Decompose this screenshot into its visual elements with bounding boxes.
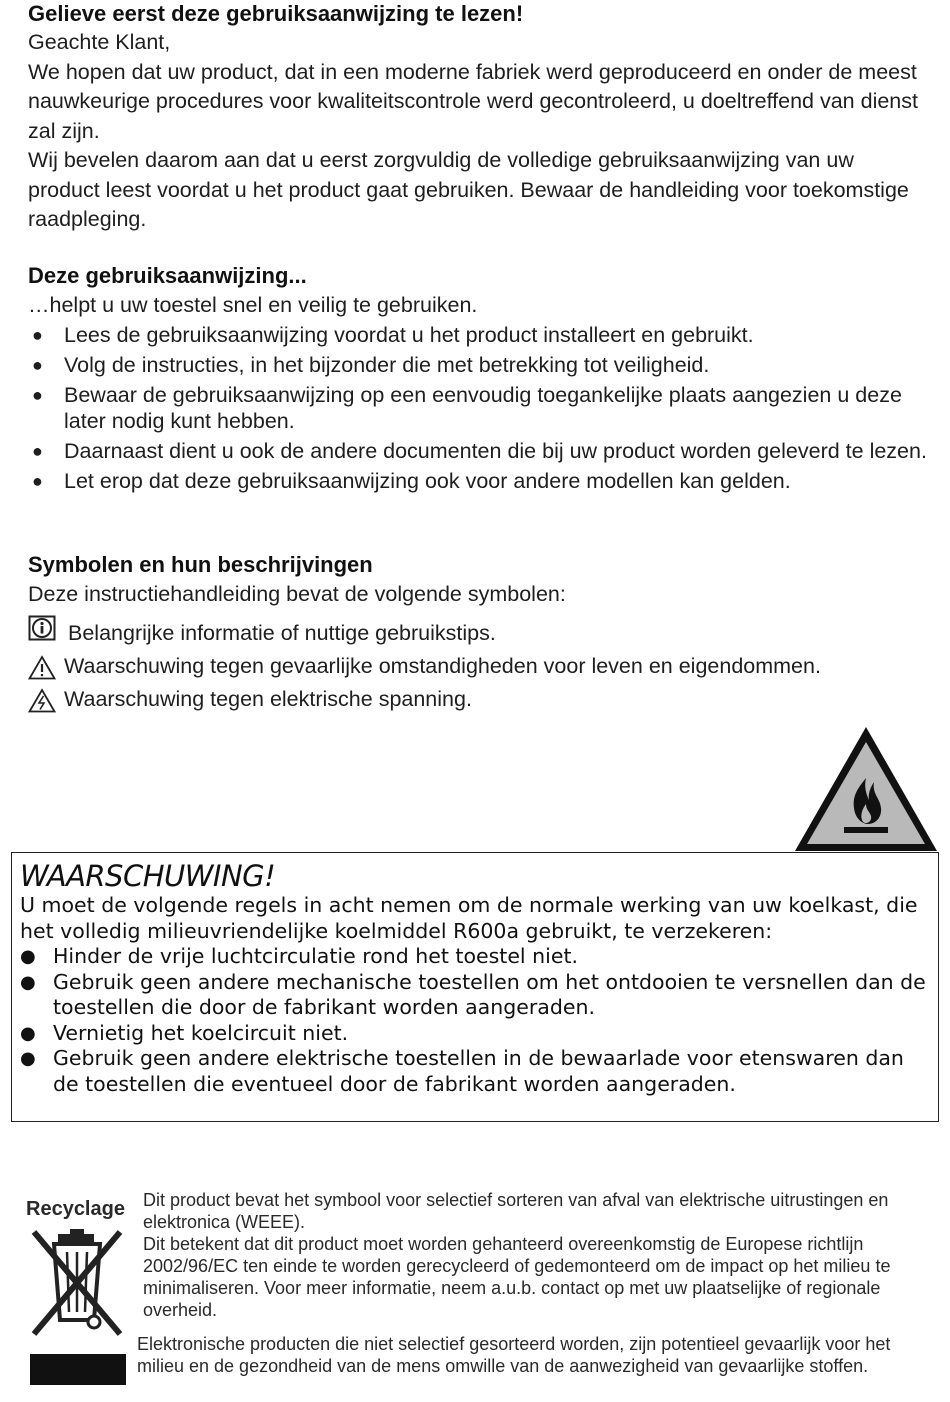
- bullet-icon: ●: [20, 971, 36, 993]
- bullet-icon: ●: [20, 946, 36, 967]
- intro-paragraph-2: Wij bevelen daarom aan dat u eerst zorgvuldig de volledige gebruiksaanwijzing van uw product leest voordat u het product gaat gebruiken. Bewaar de handleiding voor toekomstige raadpleging.: [28, 148, 909, 231]
- list-item: ● Vernietig het koelcircuit niet.: [20, 1020, 349, 1045]
- bullet-icon: ●: [20, 1048, 36, 1069]
- bullet-icon: ●: [32, 441, 43, 461]
- bullet-icon: ●: [32, 385, 43, 405]
- weee-footer: [137, 1333, 927, 1377]
- manual-bullet-list: [28, 322, 943, 494]
- weee-bar: [30, 1354, 126, 1385]
- bullet-icon: ●: [32, 471, 43, 491]
- intro-text: [28, 28, 928, 235]
- weee-info: [143, 1189, 923, 1321]
- flammable-warning-icon: [792, 724, 940, 854]
- info-icon: [28, 615, 56, 641]
- bullet-icon: ●: [32, 355, 43, 375]
- list-item: ● Bewaar de gebruiksaanwijzing op een eenvoudig toegankelijke plaats aangezien u deze later nodig kunt hebben.: [32, 383, 902, 433]
- warning-intro: U moet de volgende regels in acht nemen om de normale werking van uw koelkast, die het volledig milieuvriendelijke koelmiddel R600a gebruikt, te verzekeren:: [20, 893, 918, 943]
- intro-paragraph-1: We hopen dat uw product, dat in een moderne fabriek werd geproduceerd en onder de meest nauwkeurige procedures voor kwaliteitscontrole werd gecontroleerd, u doeltreffend van dienst zal zijn.: [28, 59, 918, 143]
- list-item: ● Let erop dat deze gebruiksaanwijzing ook voor andere modellen kan gelden.: [32, 469, 791, 493]
- bullet-icon: ●: [20, 1022, 36, 1044]
- warning-title: WAARSCHUWING!: [20, 859, 276, 893]
- warning-bullet-list: [20, 944, 930, 1097]
- symbols-section: [28, 550, 938, 716]
- list-item: ● Lees de gebruiksaanwijzing voordat u het product installeert en gebruikt.: [32, 323, 754, 347]
- symbol-row-warning: Waarschuwing tegen gevaarlijke omstandigheden voor leven en eigendommen.: [28, 650, 938, 683]
- symbols-section-lead: Deze instructiehandleiding bevat de volgende symbolen:: [28, 581, 566, 606]
- symbol-row-electric: Waarschuwing tegen elektrische spanning.: [28, 683, 938, 716]
- refrigerant-warning-box: [11, 852, 939, 1122]
- list-item: ● Gebruik geen andere mechanische toestellen om het ontdooien te versnellen dan de toestellen die door de fabrikant worden aangeraden.: [20, 969, 926, 1019]
- weee-paragraph-2: Dit betekent dat dit product moet worden gehanteerd overeenkomstig de Europese richtlijn 2002/96/EC ten einde te worden gerecycleerd of gedemonteerd om de impact op het milieu te minimaliseren. Voor meer informatie, neem a.u.b. contact op met uw plaatselijke of regionale overheid.: [143, 1234, 891, 1320]
- manual-section-title: Deze gebruiksaanwijzing...: [28, 263, 307, 288]
- manual-section: [28, 261, 943, 498]
- weee-footer-text: Elektronische producten die niet selectief gesorteerd worden, zijn potentieel gevaarlijk voor het milieu en de gezondheid van de mens omwille van de aanwezigheid van gevaarlijke stoffen.: [137, 1334, 891, 1376]
- electric-warning-icon: [28, 688, 56, 713]
- symbols-section-title: Symbolen en hun beschrijvingen: [28, 552, 373, 577]
- intro-greeting: Geachte Klant,: [28, 30, 171, 54]
- page-heading: Gelieve eerst deze gebruiksaanwijzing te lezen!: [28, 1, 524, 26]
- symbol-row-info: Belangrijke informatie of nuttige gebruikstips.: [28, 617, 938, 650]
- list-item: ● Volg de instructies, in het bijzonder die met betrekking tot veiligheid.: [32, 353, 710, 377]
- recycle-label: Recyclage: [26, 1198, 125, 1220]
- list-item: ● Hinder de vrije luchtcirculatie rond het toestel niet.: [20, 944, 579, 968]
- weee-paragraph-1: Dit product bevat het symbool voor selectief sorteren van afval van elektrische uitrustingen en elektronica (WEEE).: [143, 1190, 889, 1232]
- bullet-icon: ●: [32, 325, 43, 345]
- list-item: ● Gebruik geen andere elektrische toestellen in de bewaarlade voor etenswaren dan de toestellen die eventueel door de fabrikant worden aangeraden.: [20, 1046, 904, 1096]
- list-item: ● Daarnaast dient u ook de andere documenten die bij uw product worden geleverd te lezen.: [32, 439, 927, 463]
- warning-triangle-icon: [28, 655, 56, 680]
- crossed-out-bin-icon: [22, 1196, 132, 1346]
- manual-section-lead: …helpt u uw toestel snel en veilig te gebruiken.: [28, 292, 478, 317]
